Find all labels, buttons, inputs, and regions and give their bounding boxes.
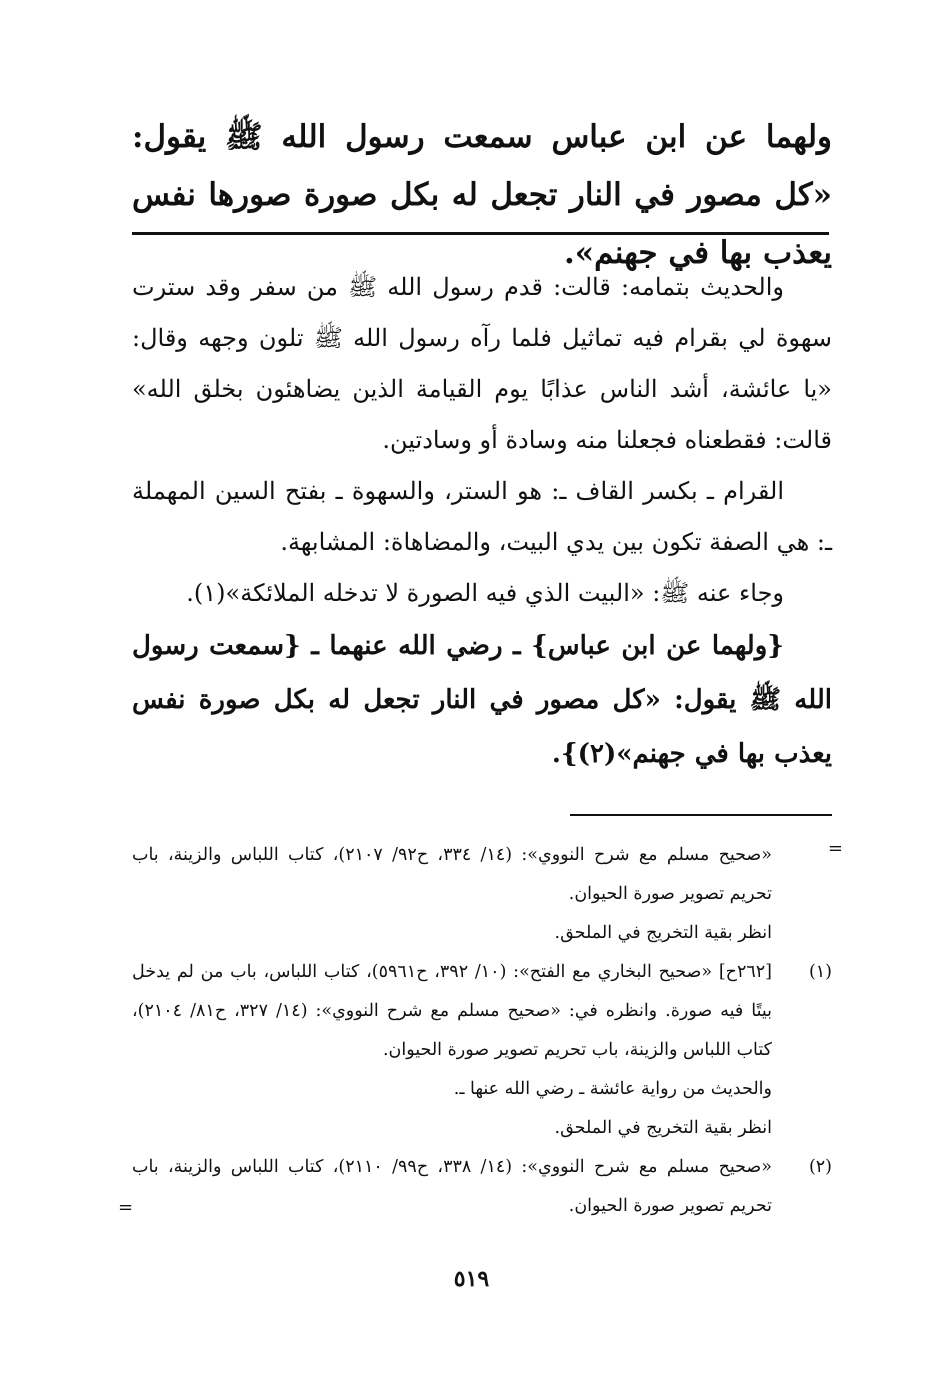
commentary-paragraph-1: والحديث بتمامه: قالت: قدم رسول الله ﷺ من سفر وقد سترت سهوة لي بقرام فيه تماثيل فلما رآه رسول الله ﷺ تلون وجهه وقال: «يا عائشة، أشد الناس عذابًا يوم القيامة الذين يضاهئون بخلق الله» قالت: فقطعناه فجعلنا منه وسادة أو وسادتين. [132, 273, 832, 454]
footnote-divider [570, 814, 832, 816]
footnote-carry-line-2: انظر بقية التخريج في الملحق. [554, 923, 772, 943]
footnote-1-line-2: والحديث من رواية عائشة ـ رضي الله عنها ـ. [453, 1079, 772, 1099]
footnotes [132, 836, 832, 1226]
commentary-body [132, 262, 832, 781]
footnote-carry-line-1: «صحيح مسلم مع شرح النووي»: (١٤/ ٣٣٤، ح٩٢/ ٢١٠٧)، كتاب اللباس والزينة، باب تحريم تصوير صورة الحيوان. [132, 845, 773, 904]
commentary-paragraph-4: {ولهما عن ابن عباس} ـ رضي الله عنهما ـ {سمعت رسول الله ﷺ يقول: «كل مصور في النار تجعل له بكل صورة نفس يعذب بها في جهنم»(٢)}. [132, 631, 832, 769]
footnote-2-line-1: «صحيح مسلم مع شرح النووي»: (١٤/ ٣٣٨، ح٩٩/ ٢١١٠)، كتاب اللباس والزينة، باب تحريم تصوير صورة الحيوان. [132, 1157, 773, 1216]
footnote-2 [132, 1148, 832, 1226]
hadith-heading [132, 108, 832, 282]
footnote-carry [132, 836, 832, 953]
heading-divider [132, 232, 829, 235]
footnote-1-line-3: انظر بقية التخريج في الملحق. [554, 1118, 772, 1138]
commentary-paragraph-3: وجاء عنه ﷺ: «البيت الذي فيه الصورة لا تدخله الملائكة»(١). [186, 579, 784, 607]
footnote-1 [132, 953, 832, 1148]
footnote-continuation-mark: = [827, 838, 843, 859]
hadith-heading-text: ولهما عن ابن عباس سمعت رسول الله ﷺ يقول: «كل مصور في النار تجعل له بكل صورة صورها نفس يعذب بها في جهنم». [132, 119, 832, 271]
page-number: ٥١٩ [453, 1266, 490, 1292]
footnote-1-number: (١) [808, 962, 832, 982]
footnote-2-number: (٢) [808, 1157, 832, 1177]
commentary-paragraph-2: القرام ـ بكسر القاف ـ: هو الستر، والسهوة ـ بفتح السين المهملة ـ: هي الصفة تكون بين يدي البيت، والمضاهاة: المشابهة. [132, 477, 832, 556]
footnote-1-line-1: [٢٦٢ح] «صحيح البخاري مع الفتح»: (١٠/ ٣٩٢، ح٥٩٦١)، كتاب اللباس، باب من لم يدخل بيتًا فيه صورة. وانظره في: «صحيح مسلم مع شرح النووي»: (١٤/ ٣٢٧، ح٨١/ ٢١٠٤)، كتاب اللباس والزينة، باب تحريم تصوير صورة الحيوان. [132, 962, 773, 1060]
footnote-end-mark: = [118, 1197, 134, 1218]
